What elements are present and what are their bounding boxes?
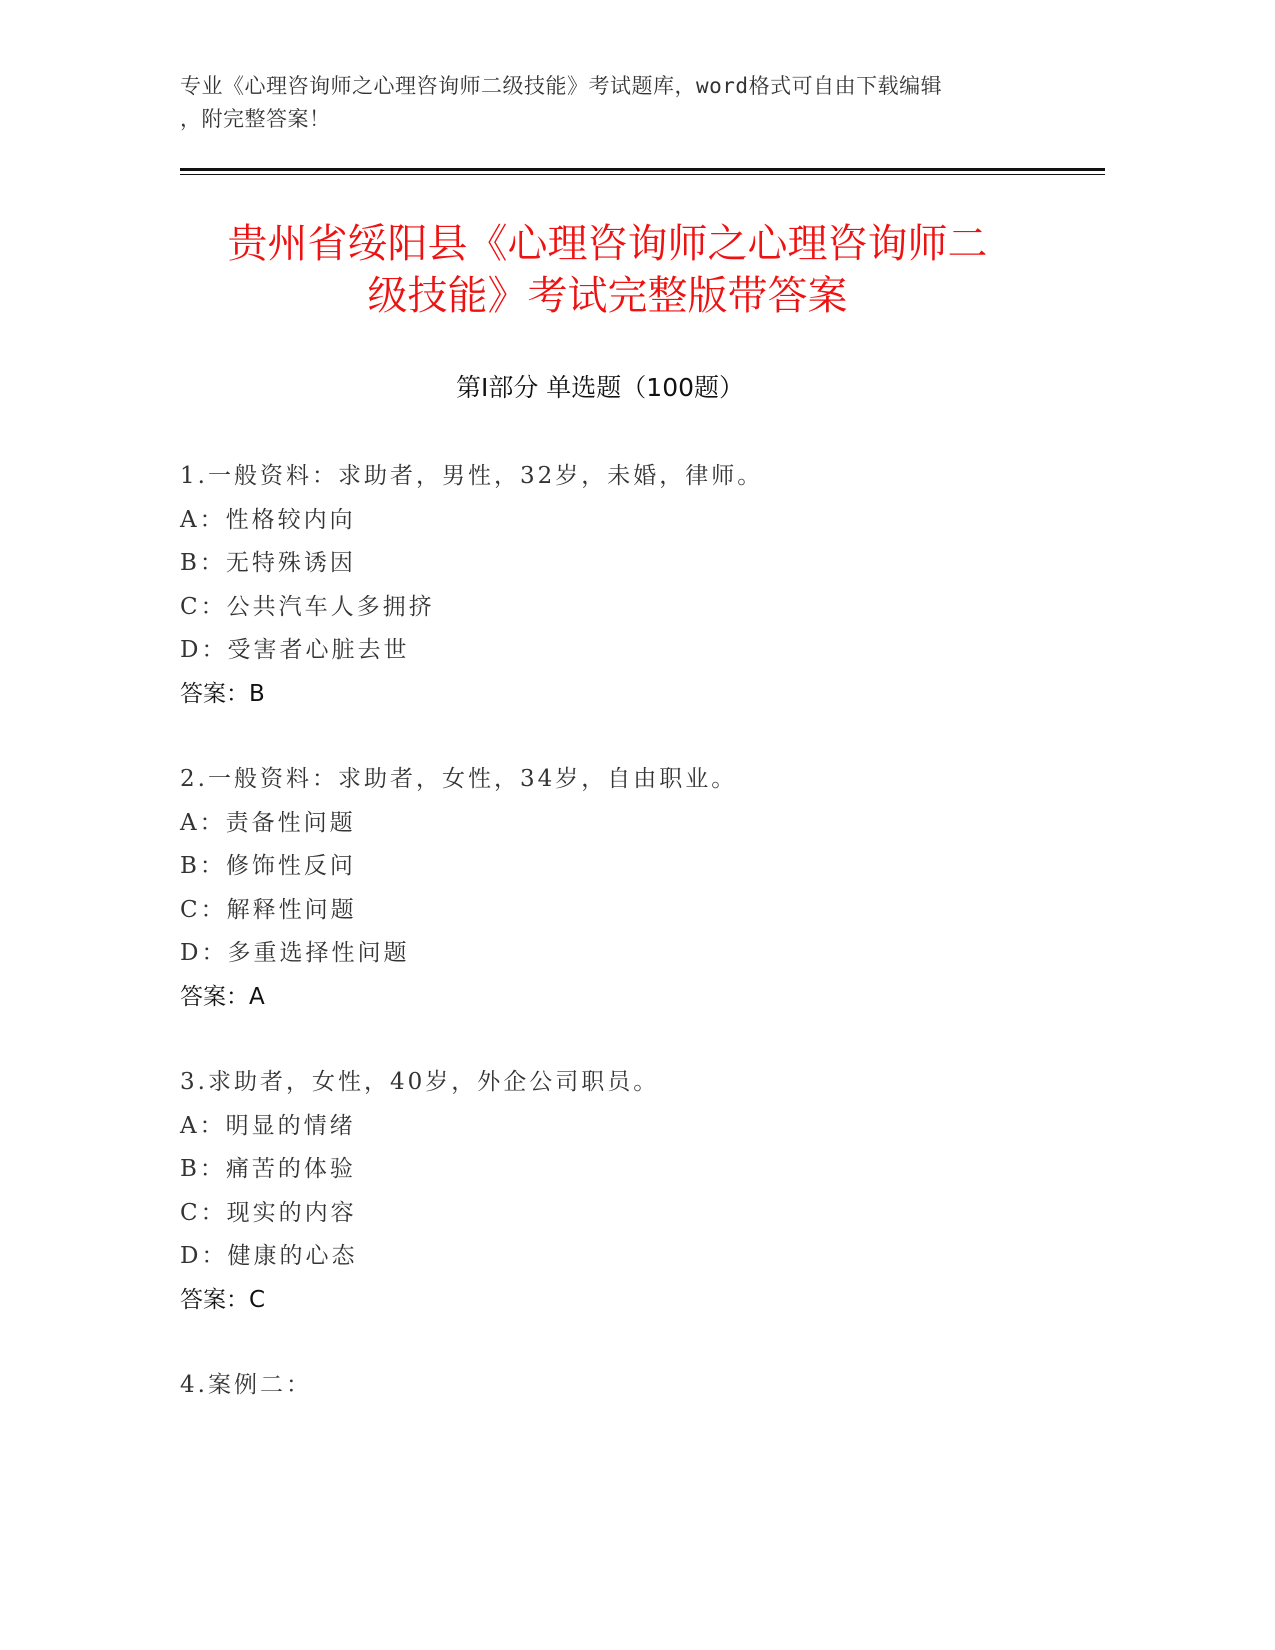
option-c: C：解释性问题 xyxy=(180,896,357,923)
question-stem: 1.一般资料：求助者，男性，32岁，未婚，律师。 xyxy=(180,463,764,489)
option-c: C：公共汽车人多拥挤 xyxy=(180,593,435,620)
question-4 xyxy=(180,1364,1100,1408)
option-a: A：责备性问题 xyxy=(180,809,356,836)
question-stem: 3.求助者，女性，40岁，外企公司职员。 xyxy=(180,1069,660,1095)
answer: 答案：B xyxy=(180,680,265,707)
option-b: B：痛苦的体验 xyxy=(180,1156,356,1182)
question-3 xyxy=(180,1061,1100,1322)
question-stem: 2.一般资料：求助者，女性，34岁，自由职业。 xyxy=(180,766,738,792)
option-a: A：性格较内向 xyxy=(180,506,356,533)
question-list xyxy=(180,455,1100,1450)
question-stem: 4.案例二： xyxy=(180,1372,312,1398)
question-2 xyxy=(180,758,1100,1019)
document-title-line-2: 级技能》考试完整版带答案 xyxy=(367,273,848,319)
option-d: D：健康的心态 xyxy=(180,1243,358,1269)
option-d: D：受害者心脏去世 xyxy=(180,637,410,663)
option-a: A：明显的情绪 xyxy=(180,1112,356,1139)
answer: 答案：A xyxy=(180,983,265,1010)
option-b: B：修饰性反问 xyxy=(180,853,356,879)
option-d: D：多重选择性问题 xyxy=(180,940,410,966)
header-note xyxy=(180,70,1040,136)
header-divider-thick xyxy=(180,168,1105,171)
header-note-line-1: 专业《心理咨询师之心理咨询师二级技能》考试题库，word格式可自由下载编辑 xyxy=(180,74,943,98)
document-title-line-1: 贵州省绥阳县《心理咨询师之心理咨询师二 xyxy=(227,221,988,267)
option-b: B：无特殊诱因 xyxy=(180,550,356,576)
document-title xyxy=(150,218,1065,322)
question-1 xyxy=(180,455,1100,716)
header-note-line-2: ，附完整答案！ xyxy=(180,107,331,131)
header-divider-thin xyxy=(180,174,1105,175)
answer: 答案：C xyxy=(180,1286,266,1313)
section-title: 第Ⅰ部分 单选题（100题） xyxy=(455,373,745,402)
option-c: C：现实的内容 xyxy=(180,1199,357,1226)
